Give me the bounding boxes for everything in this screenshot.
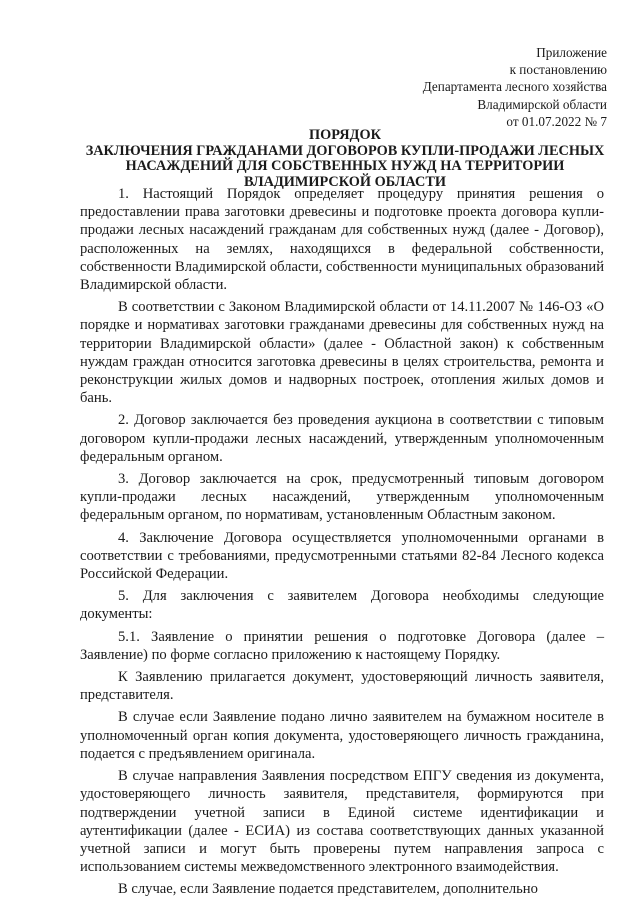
title-line: НАСАЖДЕНИЙ ДЛЯ СОБСТВЕННЫХ НУЖД НА ТЕРРИТОРИИ bbox=[125, 158, 565, 174]
document-body bbox=[80, 185, 604, 899]
paragraph: В случае направления Заявления посредством ЕПГУ сведения из документа, удостоверяющего личность заявителя, представителя, формируются при подтверждении учетной записи в Единой системе идентификации и аутентификации (далее - ЕСИА) из состава соответствующих данных указанной учетной записи и могут быть проверены путем направления запроса с использованием системы межведомственного электронного взаимодействия. bbox=[80, 768, 604, 876]
paragraph: В случае если Заявление подано лично заявителем на бумажном носителе в уполномоченный орган копия документа, удостоверяющего личность гражданина, подается с предъявлением оригинала. bbox=[80, 709, 604, 762]
title-line: ЗАКЛЮЧЕНИЯ ГРАЖДАНАМИ ДОГОВОРОВ КУПЛИ-ПРОДАЖИ ЛЕСНЫХ bbox=[85, 142, 605, 159]
annex-date-number: от 01.07.2022 № 7 bbox=[506, 113, 607, 129]
paragraph: 4. Заключение Договора осуществляется уполномоченными органами в соответствии с требованиями, предусмотренными статьями 82-84 Лесного кодекса Российской Федерации. bbox=[80, 529, 604, 583]
paragraph: 2. Договор заключается без проведения аукциона в соответствии с типовым договором купли-продажи лесных насаждений, утвержденным уполномоченным федеральным органом. bbox=[80, 412, 604, 465]
paragraph: В случае, если Заявление подается представителем, дополнительно bbox=[118, 881, 538, 898]
title-line: ПОРЯДОК bbox=[309, 127, 381, 143]
paragraph: 5. Для заключения с заявителем Договора необходимы следующие документы: bbox=[80, 588, 604, 623]
annex-line: Приложение bbox=[536, 45, 607, 60]
annex-header bbox=[423, 44, 607, 130]
paragraph: В соответствии с Законом Владимирской области от 14.11.2007 № 146-ОЗ «О порядке и нормативах заготовки гражданами древесины для собственных нужд на территории Владимирской области» (далее - Областной закон) к собственным нуждам граждан относится заготовка древесины в целях строительства, ремонта и реконструкции жилых домов и надворных построек, отопления жилых домов и бань. bbox=[80, 299, 604, 407]
paragraph: 3. Договор заключается на срок, предусмотренный типовым договором купли-продажи лесных насаждений, утвержденным уполномоченным федеральным органом, по нормативам, установленным Областным законом. bbox=[80, 471, 604, 524]
paragraph: К Заявлению прилагается документ, удостоверяющий личность заявителя, представителя. bbox=[80, 669, 604, 704]
title-line: ВЛАДИМИРСКОЙ ОБЛАСТИ bbox=[243, 173, 447, 190]
document-title bbox=[80, 128, 610, 190]
paragraph: 1. Настоящий Порядок определяет процедуру принятия решения о предоставлении права заготовки древесины и подготовке проекта договора купли-продажи лесных насаждений гражданам для собственных нужд (далее - Договор), расположенных на землях, находящихся в федеральной собственности, собственности Владимирской области, собственности муниципальных образований Владимирской области. bbox=[80, 186, 604, 294]
paragraph: 5.1. Заявление о принятии решения о подготовке Договора (далее – Заявление) по форме согласно приложению к настоящему Порядку. bbox=[80, 628, 604, 663]
annex-line: Департамента лесного хозяйства bbox=[422, 79, 607, 95]
annex-line: Владимирской области bbox=[477, 96, 607, 112]
annex-line: к постановлению bbox=[509, 62, 607, 78]
